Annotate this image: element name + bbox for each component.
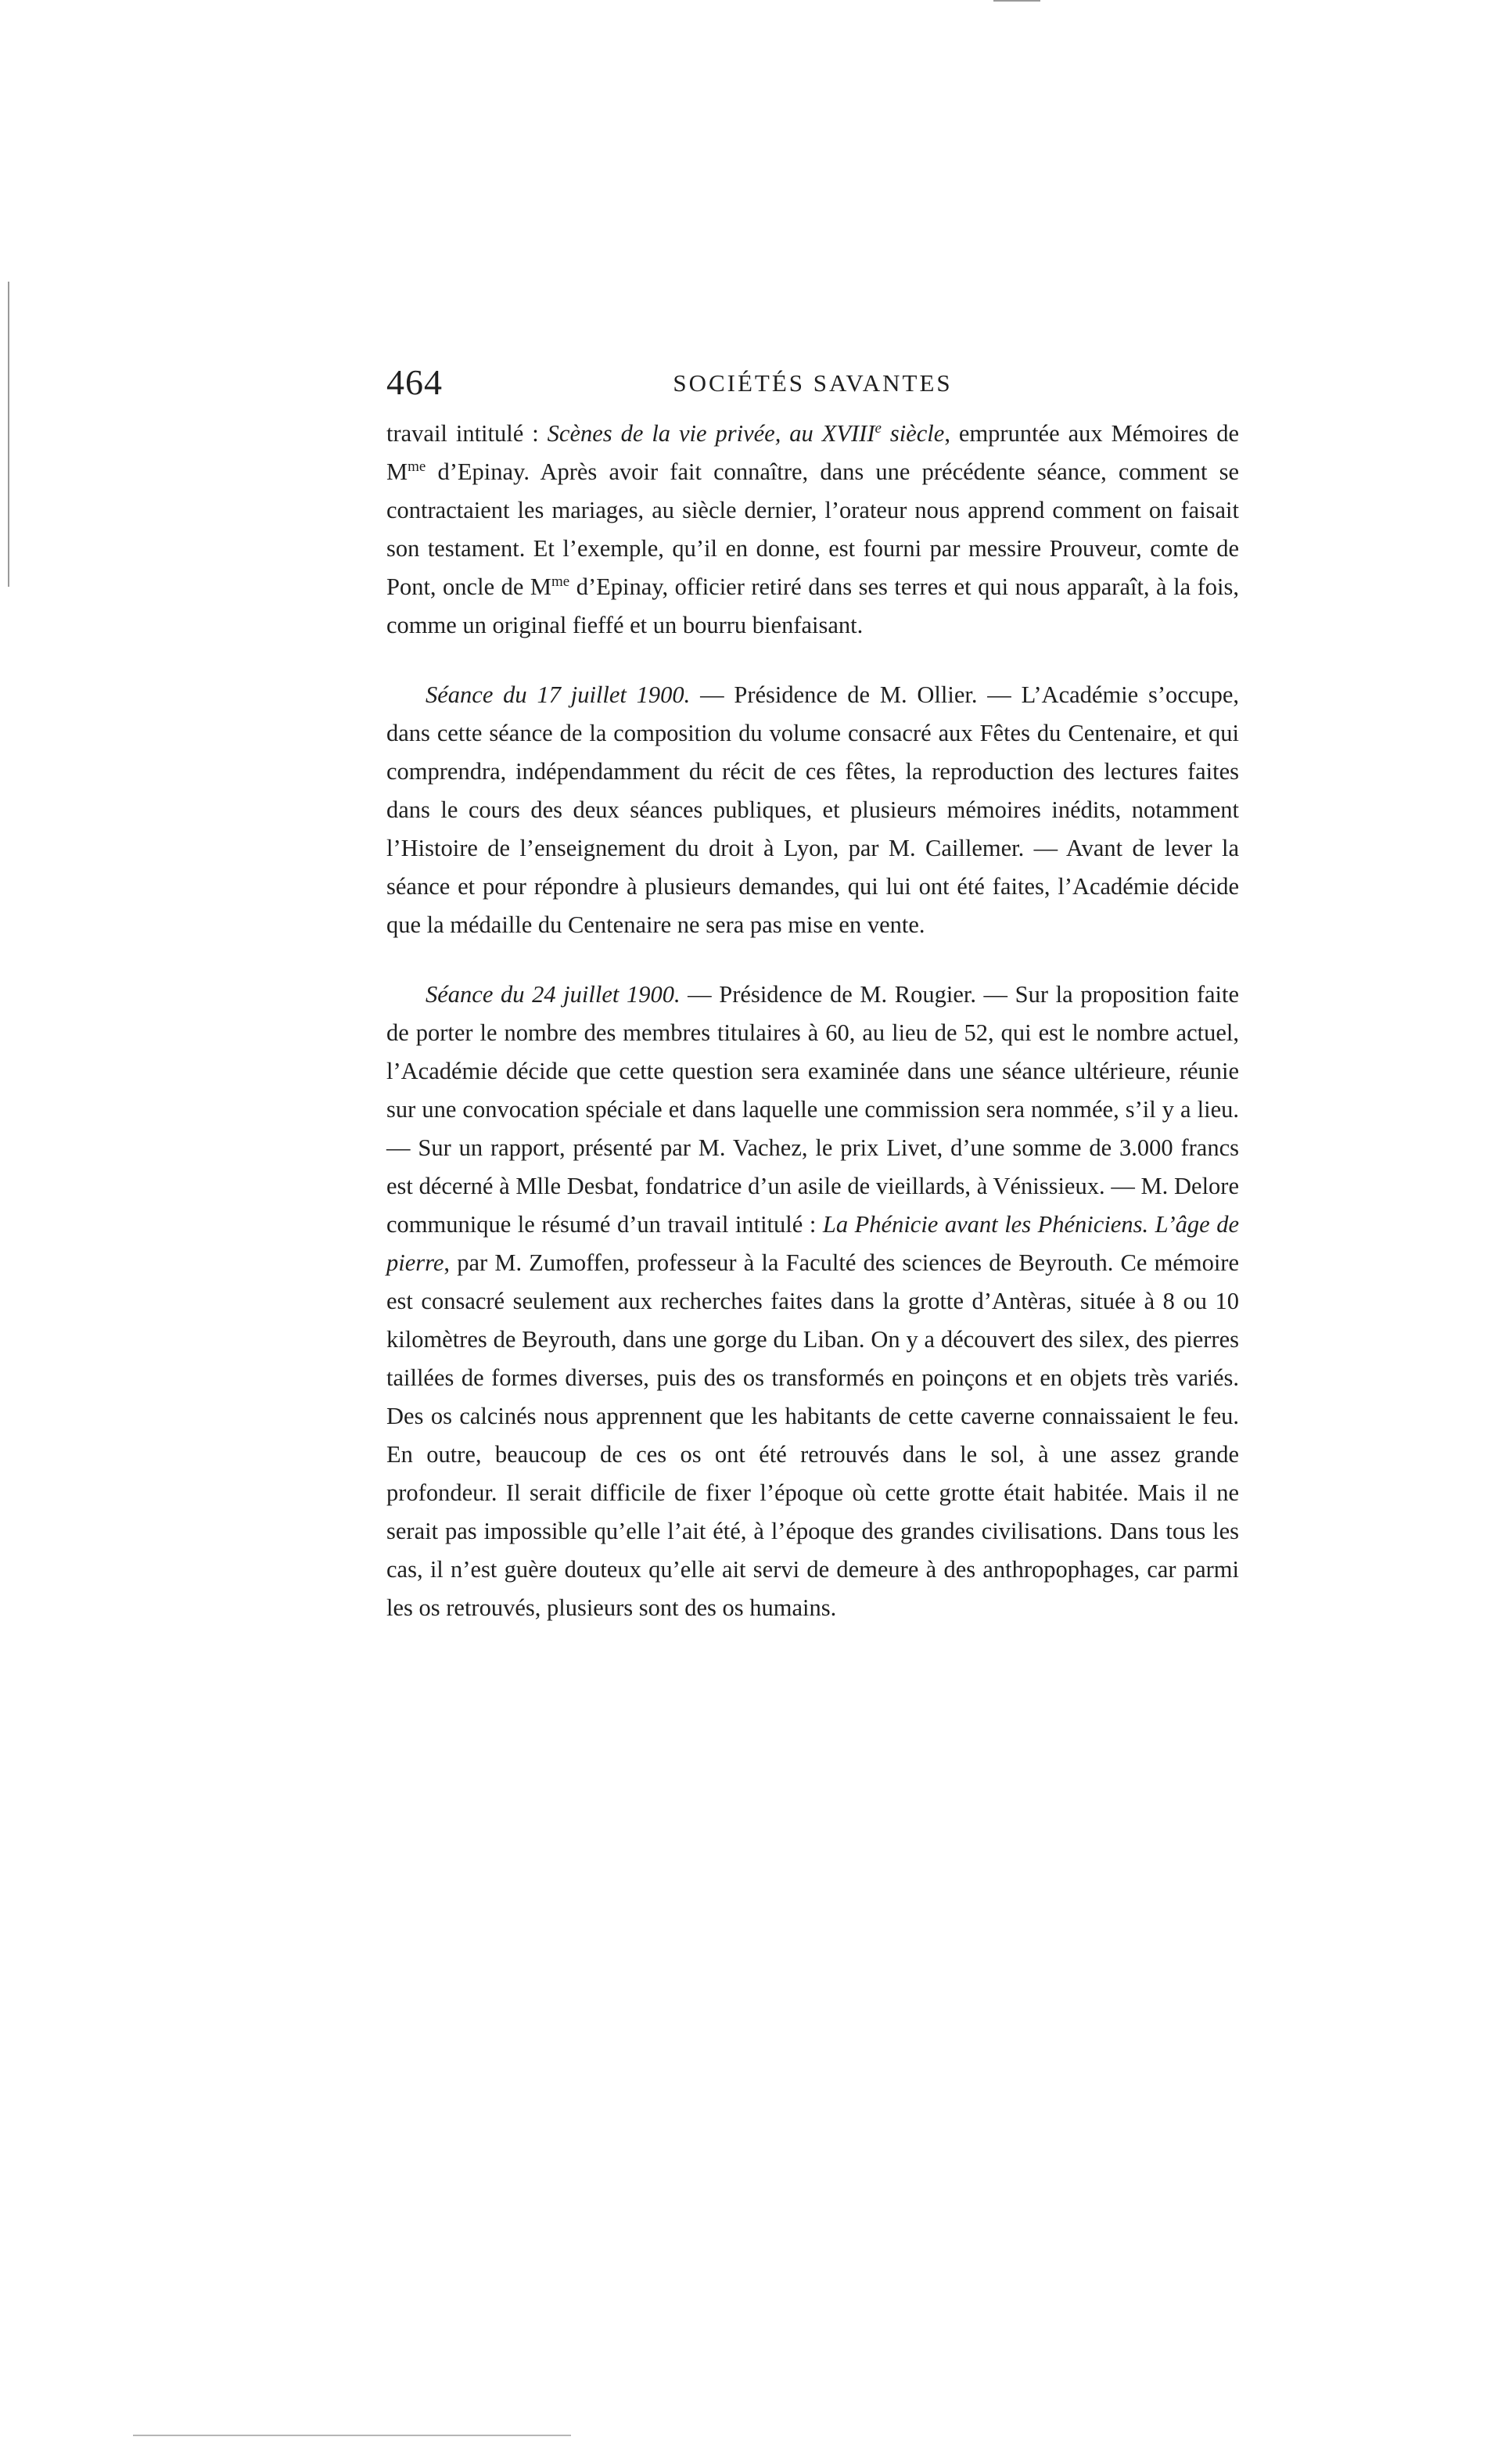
paragraph: travail intitulé : Scènes de la vie privée, au XVIIIe siècle, empruntée aux Mémoires de $M^{me}$ d’Epinay. Après avoir fait connaître, dans une précédente séance, comment se contractaient les mariages, au siècle dernier, l’orateur nous apprend comment on faisait son testament. Et l’exemple, qu’il en donne, est fourni par messire Prouveur, comte de Pont, oncle de $M^{me}$ d’Epinay, officier retiré dans ses terres et qui nous apparaît, à la fois, comme un original fieffé et un bourru bienfaisant. (386, 420, 1239, 638)
work-title: La Phénicie avant les Phéniciens. L’âge de pierre (386, 1211, 1239, 1276)
session-date: Séance du 17 juillet 1900. (426, 681, 691, 708)
page-header (386, 361, 1239, 408)
scan-edge-mark (8, 282, 9, 587)
paragraph: Séance du 24 juillet 1900. — Présidence de M. Rougier. — Sur la proposition faite de porter le nombre des membres titulaires à 60, au lieu de 52, qui est le nombre actuel, l’Académie décide que cette question sera examinée dans une séance ultérieure, réunie sur une convocation spéciale et dans laquelle une commission sera nommée, s’il y a lieu. — Sur un rapport, présenté par M. Vachez, le prix Livet, d’une somme de 3.000 francs est décerné à Mlle Desbat, fondatrice d’un asile de vieillards, à Vénissieux. — M. Delore communique le résumé d’un travail intitulé : La Phénicie avant les Phéniciens. L’âge de pierre, par M. Zumoffen, professeur à la Faculté des sciences de Beyrouth. Ce mémoire est consacré seulement aux recherches faites dans la grotte d’Antèras, située à 8 ou 10 kilomètres de Beyrouth, dans une gorge du Liban. On y a découvert des silex, des pierres taillées de formes diverses, puis des os transformés en poinçons et en objets très variés. Des os calcinés nous apprennent que les habitants de cette caverne connaissaient le feu. En outre, beaucoup de ces os ont été retrouvés dans le sol, à une assez grande profondeur. Il serait difficile de fixer l’époque où cette grotte était habitée. Mais il ne serait pas impossible qu’elle l’ait été, à l’époque des grandes civilisations. Dans tous les cas, il n’est guère douteux qu’elle ait servi de demeure à des anthropophages, car parmi les os retrouvés, plusieurs sont des os humains. (386, 981, 1239, 1621)
running-title: SOCIÉTÉS SAVANTES (673, 369, 953, 397)
scan-edge-mark (993, 0, 1040, 2)
paragraph: Séance du 17 juillet 1900. — Présidence de M. Ollier. — L’Académie s’occupe, dans cette séance de la composition du volume consacré aux Fêtes du Centenaire, et qui comprendra, indépendamment du récit de ces fêtes, la reproduction des lectures faites dans le cours des deux séances publiques, et plusieurs mémoires inédits, notamment l’Histoire de l’enseignement du droit à Lyon, par M. Caillemer. — Avant de lever la séance et pour répondre à plusieurs demandes, qui lui ont été faites, l’Académie décide que la médaille du Centenaire ne sera pas mise en vente. (386, 681, 1239, 938)
scan-edge-mark (133, 2435, 571, 2436)
body-text (386, 415, 1239, 1627)
work-title: Scènes de la vie privée, au XVIIIe siècle (547, 420, 945, 447)
page-number: 464 (386, 362, 443, 402)
session-date: Séance du 24 juillet 1900. (426, 981, 681, 1008)
